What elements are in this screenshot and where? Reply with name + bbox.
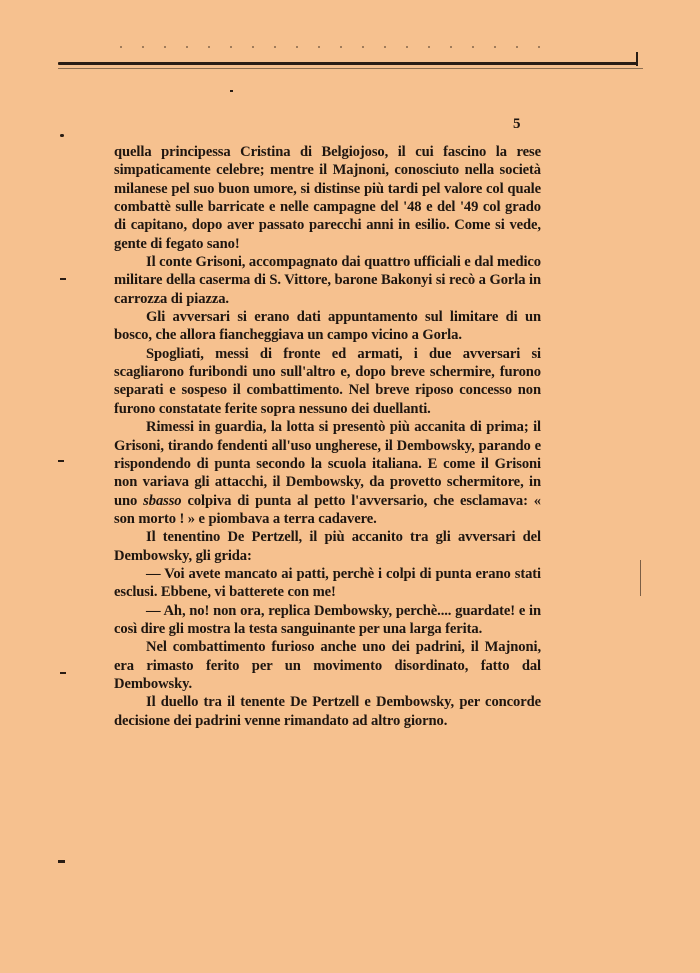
italic-term: sbasso	[143, 492, 182, 509]
dialogue-line: — Voi avete mancato ai patti, perchè i colpi di punta erano stati esclusi. Ebbene, vi batterete con me!	[114, 565, 541, 601]
paragraph: Nel combattimento furioso anche uno dei padrini, il Majnoni, era rimasto ferito per un movimento disordinato, fatto dal Dembowsky.	[114, 639, 541, 692]
header-rule	[58, 62, 638, 65]
margin-mark	[230, 90, 233, 92]
margin-mark	[60, 672, 66, 674]
paragraph-text: Rimessi in guardia, la lotta si presentò più accanita di prima; il Grisoni, tirando fendenti all'uso ungherese, il Dembowsky, parando e rispondendo di punta secondo la scuola italiana. E come il Grisoni non variava gli attacchi, il Dembowsky, da provetto schermitore, in uno	[114, 419, 541, 509]
margin-mark	[60, 134, 64, 137]
page-number: 5	[513, 116, 521, 132]
paragraph-text: colpiva di punta al petto l'avversario, che esclamava: « son morto ! » e piombava a terra cadavere.	[114, 492, 541, 527]
paragraph: Il duello tra il tenente De Pertzell e Dembowsky, per concorde decisione dei padrini venne rimandato ad altro giorno.	[114, 694, 541, 729]
dialogue-line: — Ah, no! non ora, replica Dembowsky, perchè.... guardate! e in così dire gli mostra la testa sanguinante per una larga ferita.	[114, 602, 541, 637]
paragraph: Gli avversari si erano dati appuntamento sul limitare di un bosco, che allora fiancheggiava un campo vicino a Gorla.	[114, 309, 541, 344]
margin-mark	[58, 460, 64, 462]
header-rule-thin	[58, 68, 643, 69]
scan-specks	[110, 44, 550, 50]
body-text	[114, 143, 541, 730]
paragraph: Spogliati, messi di fronte ed armati, i due avversari si scagliarono furibondi uno sull'altro e, dopo breve schermire, furono separati e sospeso il combattimento. Nel breve riposo concesso non furono constatate ferite sopra nessuno dei duellanti.	[114, 345, 541, 417]
margin-mark	[60, 278, 66, 280]
paragraph: Il tenentino De Pertzell, il più accanito tra gli avversari del Dembowsky, gli grida:	[114, 529, 541, 564]
margin-mark	[640, 560, 641, 596]
paragraph: quella principessa Cristina di Belgiojoso, il cui fascino la rese simpaticamente celebre; mentre il Majnoni, conosciuto nella società milanese pel suo buon umore, si distinse più tardi pel valore col quale combattè sulle barricate e nelle campagne del '48 e del '49 col grado di capitano, dopo aver passato parecchi anni in esilio. Come si vede, gente di fegato sano!	[114, 144, 541, 252]
margin-mark	[58, 860, 65, 863]
paragraph: Il conte Grisoni, accompagnato dai quattro ufficiali e dal medico militare della caserma di S. Vittore, barone Bakonyi si recò a Gorla in carrozza di piazza.	[114, 254, 541, 307]
paragraph	[114, 418, 541, 528]
header-rule-end	[636, 52, 638, 66]
